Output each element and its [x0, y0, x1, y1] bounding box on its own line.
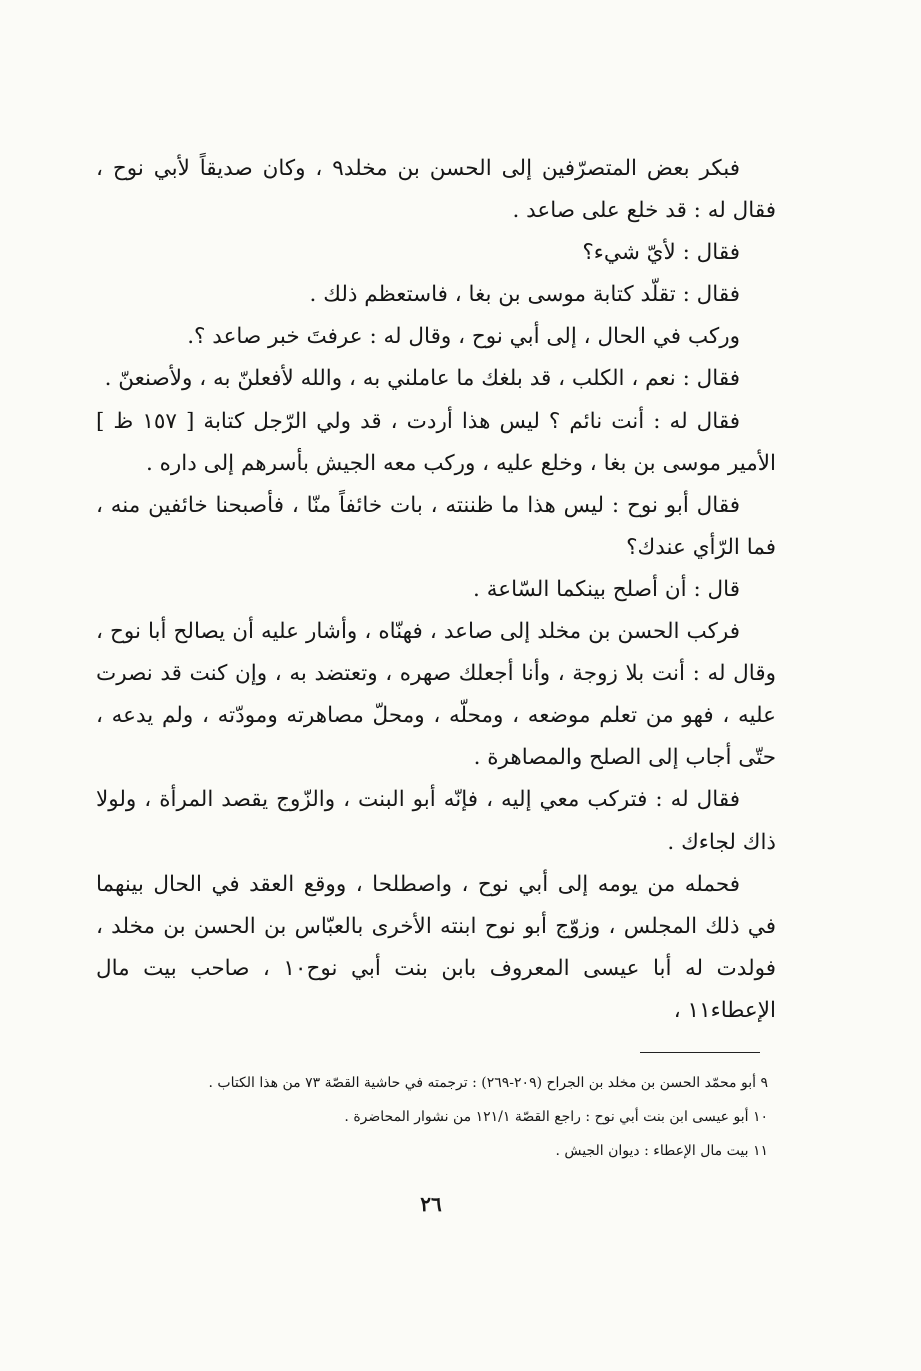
footnote: ٩ أبو محمّد الحسن بن مخلد بن الجراح (٢٠٩-٢٦٩) : ترجمته في حاشية القصّة ٧٣ من هذا الكتاب .	[208, 1075, 768, 1091]
paragraph: فقال : نعم ، الكلب ، قد بلغك ما عاملني به ، والله لأفعلنّ به ، ولأصنعنّ .	[104, 366, 740, 392]
paragraph: فقال : لأيّ شيء؟	[582, 240, 740, 266]
footnote-separator	[640, 1052, 760, 1053]
page-number: ٢٦	[420, 1192, 442, 1216]
footnotes	[96, 1066, 768, 1168]
paragraph: فبكر بعض المتصرّفين إلى الحسن بن مخلد٩ ، وكان صديقاً لأبي نوح ، فقال له : قد خلع على صاعد .	[96, 156, 776, 224]
paragraph: قال : أن أصلح بينكما السّاعة .	[473, 576, 740, 602]
footnote: ١٠ أبو عيسى ابن بنت أبي نوح : راجع القصّة ١٢١/١ من نشوار المحاضرة .	[344, 1109, 768, 1125]
paragraph: فركب الحسن بن مخلد إلى صاعد ، فهنّاه ، وأشار عليه أن يصالح أبا نوح ، وقال له : أنت بلا زوجة ، وأنا أجعلك صهره ، وتعتضد به ، وإن كنت قد نصرت عليه ، فهو من تعلم موضعه ، ومحلّه ، ومحلّ مصاهرته ومودّته ، ولم يدعه ، حتّى أجاب إلى الصلح والمصاهرة .	[96, 619, 776, 771]
paragraph: فقال أبو نوح : ليس هذا ما ظننته ، بات خائفاً منّا ، فأصبحنا خائفين منه ، فما الرّأي عندك؟	[96, 492, 776, 560]
paragraph: فقال له : أنت نائم ؟ ليس هذا أردت ، قد ولي الرّجل كتابة [ ١٥٧ ظ ] الأمير موسى بن بغا ، وخلع عليه ، وركب معه الجيش بأسرهم إلى داره .	[96, 408, 776, 476]
paragraph: وركب في الحال ، إلى أبي نوح ، وقال له : عرفتَ خبر صاعد ؟.	[187, 324, 740, 350]
footnote: ١١ بيت مال الإعطاء : ديوان الجيش .	[555, 1143, 768, 1159]
paragraph: فقال له : فتركب معي إليه ، فإنّه أبو البنت ، والزّوج يقصد المرأة ، ولولا ذاك لجاءك .	[96, 787, 776, 855]
paragraph: فحمله من يومه إلى أبي نوح ، واصطلحا ، ووقع العقد في الحال بينهما في ذلك المجلس ، وزوّج أبو نوح ابنته الأخرى بالعبّاس بن الحسن بن مخلد ، فولدت له أبا عيسى المعروف بابن بنت أبي نوح١٠ ، صاحب بيت مال الإعطاء١١ ،	[96, 871, 777, 1023]
paragraph: فقال : تقلّد كتابة موسى بن بغا ، فاستعظم ذلك .	[309, 282, 740, 308]
body-text	[96, 148, 776, 1032]
